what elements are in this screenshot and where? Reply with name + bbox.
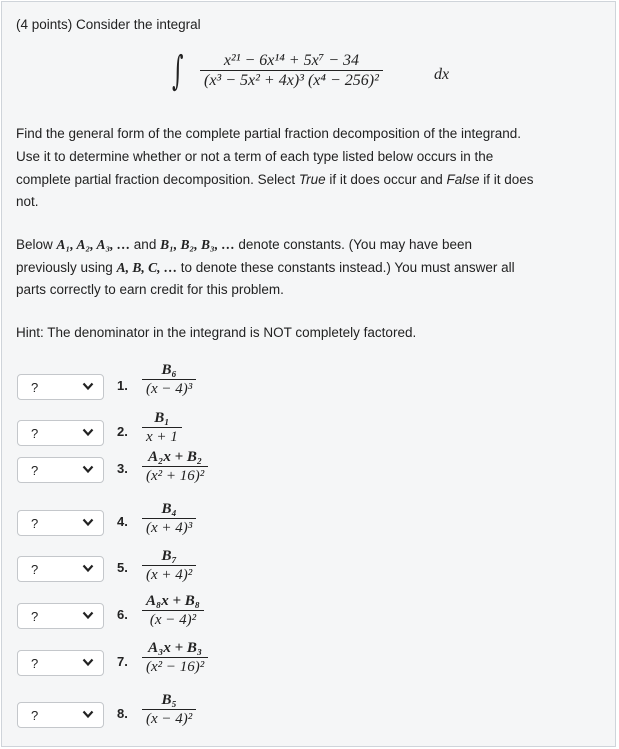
select-value: ? (31, 380, 39, 395)
instructions-line-2: Use it to determine whether or not a term of each type listed below occurs in the (16, 149, 494, 164)
select-value: ? (31, 562, 39, 577)
select-value: ? (31, 463, 39, 478)
instructions-line-4: not. (16, 194, 39, 209)
integrand-denominator: (x³ − 5x² + 4x)³ (x⁴ − 256)² (200, 70, 383, 90)
term-2: $\frac{\text{B₁}}{x + 1}$ (142, 410, 182, 446)
select-value: ? (31, 516, 39, 531)
false-word: False (446, 172, 480, 187)
select-value: ? (31, 656, 39, 671)
constants-line-2: previously using A, B, C, … to denote these constants instead.) You must answer all (16, 260, 515, 275)
constants-line-3: parts correctly to earn credit for this problem. (16, 282, 284, 297)
chevron-down-icon (81, 425, 95, 439)
term-8: $\frac{\text{B₅}}{\text{(x − 4)²}}$ (142, 692, 196, 728)
term-5: $\frac{\text{B₇}}{\text{(x + 4)²}}$ (142, 548, 196, 584)
abc-constants: A, B, C, … (116, 260, 181, 275)
term-7: $\frac{\text{A₃x + B₃}}{\text{(x² − 16)²}}$ (142, 640, 208, 676)
integral-sign: ∫ (172, 48, 184, 94)
a-constants: A₁, A₂, A₃, … (56, 237, 134, 252)
item-number: 4. (117, 514, 128, 529)
true-word: True (298, 172, 326, 187)
chevron-down-icon (81, 561, 95, 575)
term-1: $\frac{\text{B₆}}{\text{(x − 4)³}}$ (142, 362, 196, 398)
select-value: ? (31, 609, 39, 624)
term-3: $\frac{\text{A₂x + B₂}}{\text{(x² + 16)²}}$ (142, 449, 208, 485)
answer-select-6[interactable] (17, 603, 104, 629)
answer-select-7[interactable] (17, 650, 104, 676)
answer-select-8[interactable] (17, 702, 104, 728)
answer-select-5[interactable] (17, 556, 104, 582)
item-number: 6. (117, 607, 128, 622)
answer-select-2[interactable] (17, 420, 104, 446)
select-value: ? (31, 426, 39, 441)
term-4: $\frac{\text{B₄}}{\text{(x + 4)³}}$ (142, 501, 196, 537)
answer-select-4[interactable] (17, 510, 104, 536)
term-6: $\frac{\text{A₈x + B₈}}{\text{(x − 4)²}}$ (142, 593, 204, 629)
item-number: 7. (117, 654, 128, 669)
chevron-down-icon (81, 608, 95, 622)
integral-differential: dx (434, 66, 450, 83)
problem-header: (4 points) Consider the integral (16, 17, 201, 32)
chevron-down-icon (81, 379, 95, 393)
item-number: 1. (117, 378, 128, 393)
chevron-down-icon (81, 462, 95, 476)
constants-line-1: Below A₁, A₂, A₃, … and B₁, B₂, B₃, … denote constants. (You may have been (16, 237, 473, 252)
integrand-numerator: x²¹ − 6x¹⁴ + 5x⁷ − 34 (223, 52, 360, 69)
item-number: 3. (117, 461, 128, 476)
answer-select-3[interactable] (17, 457, 104, 483)
hint-text: Hint: The denominator in the integrand is NOT completely factored. (16, 325, 417, 340)
chevron-down-icon (81, 515, 95, 529)
item-number: 5. (117, 560, 128, 575)
problem-panel (1, 1, 616, 747)
answer-select-1[interactable] (17, 374, 104, 400)
b-constants: B₁, B₂, B₃, … (160, 237, 239, 252)
chevron-down-icon (81, 707, 95, 721)
item-number: 2. (117, 424, 128, 439)
instructions-line-3: complete partial fraction decomposition. Select True if it does occur and False if it does (16, 172, 534, 187)
integrand-fraction (200, 52, 383, 90)
chevron-down-icon (81, 655, 95, 669)
select-value: ? (31, 708, 39, 723)
instructions-line-1: Find the general form of the complete partial fraction decomposition of the integrand. (16, 126, 522, 141)
item-number: 8. (117, 706, 128, 721)
